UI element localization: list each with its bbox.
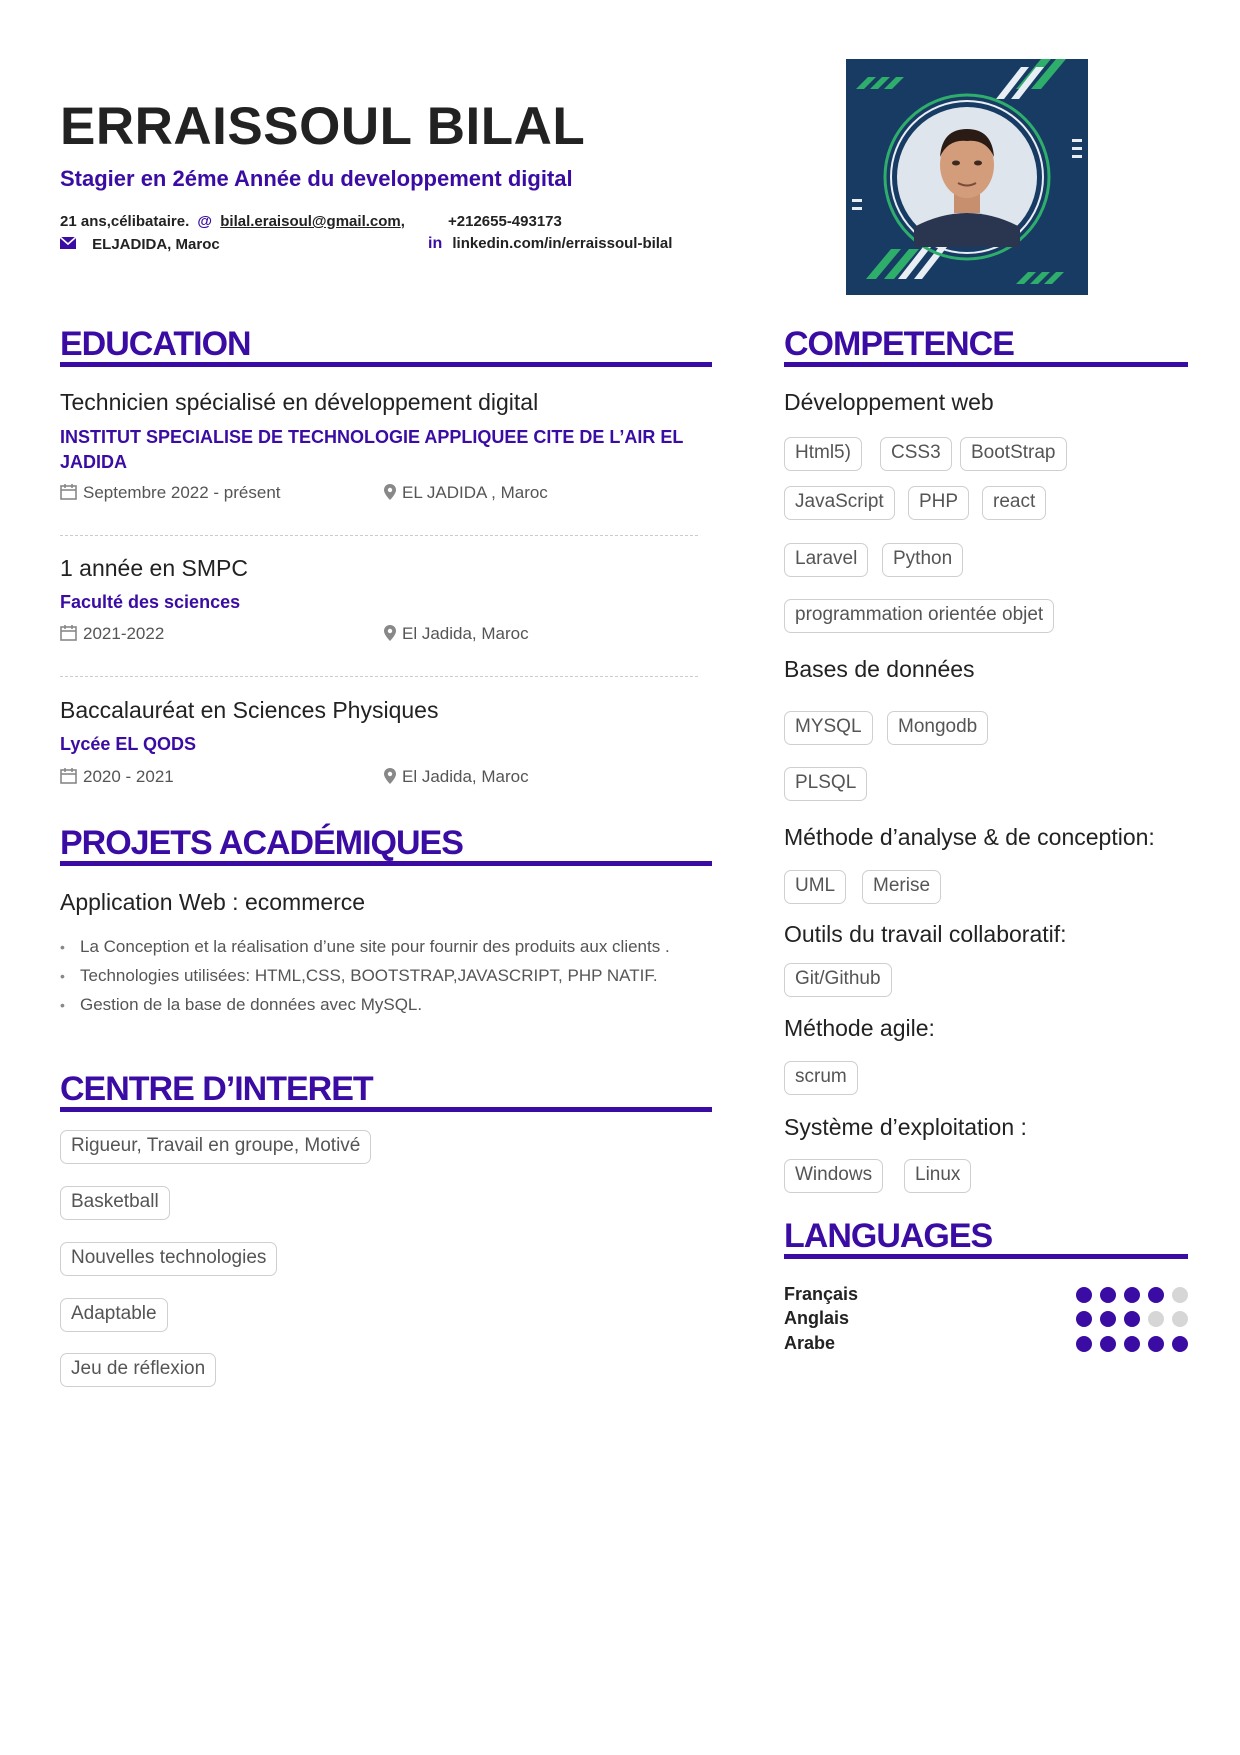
skill-category: Outils du travail collaboratif:	[784, 921, 1067, 947]
education-place: EL JADIDA , Maroc	[402, 483, 548, 502]
skill-category: Développement web	[784, 389, 994, 415]
calendar-icon	[60, 767, 77, 789]
interest-tag: Jeu de réflexion	[60, 1353, 216, 1387]
language-rating	[1076, 1309, 1188, 1329]
education-degree: 1 année en SMPC	[60, 555, 248, 581]
project-bullets	[60, 936, 720, 1023]
linkedin-url[interactable]: linkedin.com/in/erraissoul-bilal	[452, 235, 673, 252]
skill-tag: programmation orientée objet	[784, 599, 1054, 633]
profile-photo	[846, 59, 1088, 295]
skill-tag: PHP	[908, 486, 969, 520]
rating-dot-filled	[1172, 1336, 1188, 1352]
education-place: El Jadida, Maroc	[402, 624, 529, 643]
skill-tag: Html5)	[784, 437, 862, 471]
linkedin-icon: in	[428, 235, 443, 252]
rating-dot-filled	[1100, 1311, 1116, 1327]
location-text: ELJADIDA, Maroc	[92, 236, 220, 253]
skill-tag: Mongodb	[887, 711, 988, 745]
location-line	[60, 236, 220, 253]
education-dates-row	[60, 624, 164, 646]
skill-tag: Laravel	[784, 543, 868, 577]
skill-tag: PLSQL	[784, 767, 867, 801]
rating-dot-filled	[1148, 1336, 1164, 1352]
education-dates-row	[60, 483, 281, 505]
skill-category: Méthode d’analyse & de conception:	[784, 824, 1155, 850]
map-pin-icon	[384, 484, 396, 505]
skill-tag: Windows	[784, 1159, 883, 1193]
skill-tag: Linux	[904, 1159, 971, 1193]
rating-dot-filled	[1148, 1287, 1164, 1303]
skill-category: Système d’exploitation :	[784, 1114, 1027, 1140]
candidate-name: ERRAISSOUL BILAL	[60, 97, 586, 156]
skill-tag: CSS3	[880, 437, 952, 471]
interest-tag: Adaptable	[60, 1298, 168, 1332]
envelope-icon	[60, 236, 76, 253]
skill-tag: UML	[784, 870, 846, 904]
map-pin-icon	[384, 625, 396, 646]
candidate-subtitle: Stagier en 2éme Année du developpement digital	[60, 166, 573, 191]
list-item: • Technologies utilisées: HTML,CSS, BOOTSTRAP,JAVASCRIPT, PHP NATIF.	[60, 965, 720, 987]
education-place: El Jadida, Maroc	[402, 767, 529, 786]
education-place-row	[384, 483, 548, 505]
interest-tag: Nouvelles technologies	[60, 1242, 277, 1276]
skill-category: Méthode agile:	[784, 1015, 935, 1041]
rating-dot-filled	[1076, 1287, 1092, 1303]
education-degree: Technicien spécialisé en développement digital	[60, 389, 539, 415]
email-suffix: ,	[400, 213, 405, 230]
rating-dot-filled	[1124, 1287, 1140, 1303]
linkedin-line[interactable]	[428, 235, 672, 253]
rating-dot-empty	[1148, 1311, 1164, 1327]
education-place-row	[384, 767, 529, 789]
skill-tag: MYSQL	[784, 711, 873, 745]
language-name: Français	[784, 1284, 859, 1304]
education-dates: 2021-2022	[83, 624, 165, 643]
list-item: • La Conception et la réalisation d’une site pour fournir des produits aux clients .	[60, 936, 720, 958]
language-name: Anglais	[784, 1308, 850, 1328]
skill-tag: Python	[882, 543, 963, 577]
interest-tag: Basketball	[60, 1186, 170, 1220]
education-school: INSTITUT SPECIALISE DE TECHNOLOGIE APPLIQUEE CITE DE L’AIR EL JADIDA	[60, 427, 684, 472]
rating-dot-filled	[1124, 1336, 1140, 1352]
interest-tag: Rigueur, Travail en groupe, Motivé	[60, 1130, 371, 1164]
skill-tag: react	[982, 486, 1046, 520]
contact-info-line	[60, 213, 405, 230]
education-dates-row	[60, 767, 174, 789]
calendar-icon	[60, 624, 77, 646]
skill-category: Bases de données	[784, 656, 975, 682]
email-link[interactable]: bilal.eraisoul@gmail.com	[220, 213, 401, 230]
languages-heading: LANGUAGES	[784, 1218, 1188, 1259]
interests-heading: CENTRE D’INTERET	[60, 1071, 712, 1112]
education-degree: Baccalauréat en Sciences Physiques	[60, 697, 439, 723]
education-heading: EDUCATION	[60, 326, 712, 367]
projects-heading: PROJETS ACADÉMIQUES	[60, 825, 712, 866]
rating-dot-filled	[1100, 1336, 1116, 1352]
education-dates: Septembre 2022 - présent	[83, 483, 281, 502]
rating-dot-filled	[1124, 1311, 1140, 1327]
education-school: Faculté des sciences	[60, 592, 241, 612]
project-name: Application Web : ecommerce	[60, 889, 366, 915]
education-dates: 2020 - 2021	[83, 767, 174, 786]
language-rating	[1076, 1334, 1188, 1354]
rating-dot-filled	[1076, 1336, 1092, 1352]
skill-tag: JavaScript	[784, 486, 895, 520]
divider	[60, 676, 698, 677]
education-school: Lycée EL QODS	[60, 734, 197, 754]
skill-tag: Git/Github	[784, 963, 892, 997]
list-item: • Gestion de la base de données avec MySQL.	[60, 994, 720, 1016]
skill-tag: BootStrap	[960, 437, 1067, 471]
rating-dot-empty	[1172, 1311, 1188, 1327]
education-place-row	[384, 624, 529, 646]
at-icon: @	[197, 213, 213, 230]
skill-tag: Merise	[862, 870, 941, 904]
language-name: Arabe	[784, 1333, 836, 1353]
competence-heading: COMPETENCE	[784, 326, 1188, 367]
phone-number: +212655-493173	[448, 213, 562, 230]
language-rating	[1076, 1285, 1188, 1305]
calendar-icon	[60, 483, 77, 505]
rating-dot-filled	[1076, 1311, 1092, 1327]
personal-info: 21 ans,célibataire.	[60, 213, 190, 230]
divider	[60, 535, 698, 536]
skill-tag: scrum	[784, 1061, 858, 1095]
rating-dot-empty	[1172, 1287, 1188, 1303]
rating-dot-filled	[1100, 1287, 1116, 1303]
map-pin-icon	[384, 768, 396, 789]
